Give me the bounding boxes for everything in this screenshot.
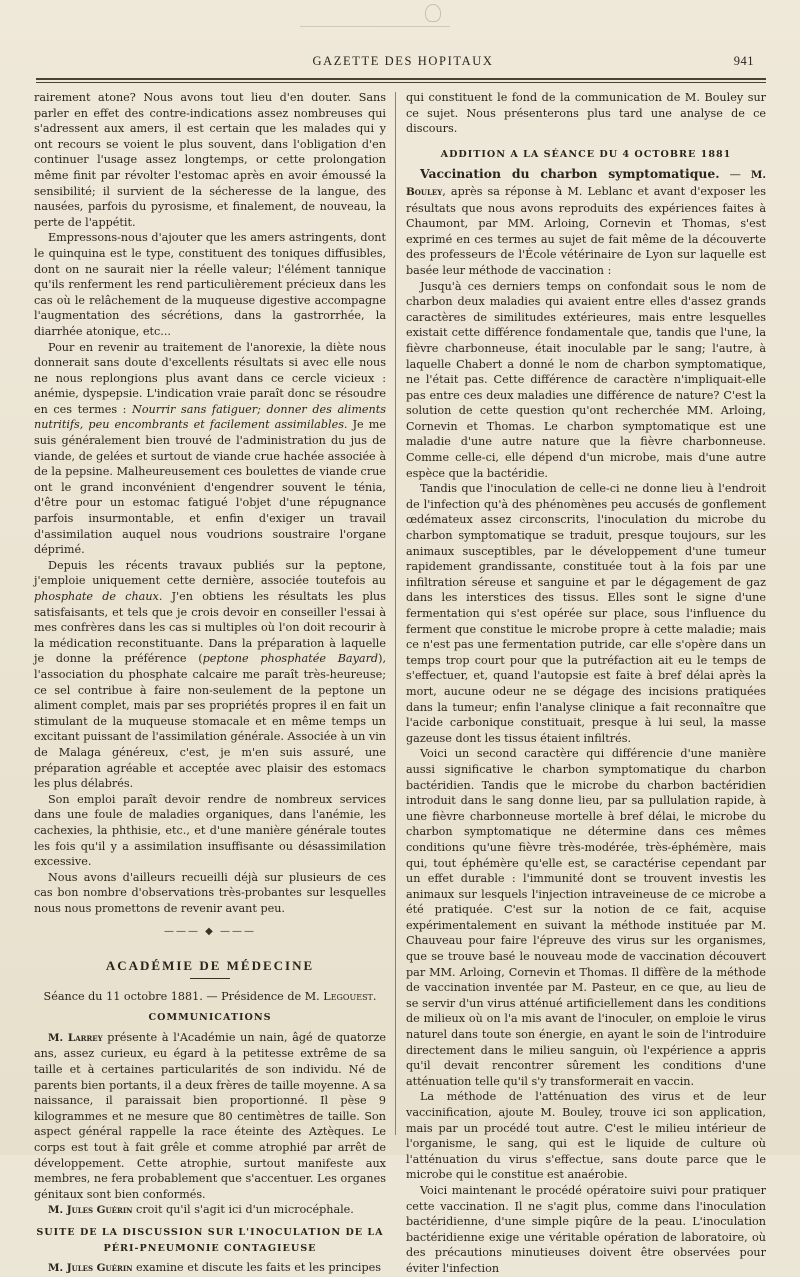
paragraph: qui constituent le fond de la communication de M. Bouley sur ce sujet. Nous présenterons plus tard une analyse de ce discours. bbox=[406, 91, 766, 136]
paragraph: Nous avons d'ailleurs recueilli déjà sur plusieurs de ces cas bon nombre d'observations très-probantes sur lesquelles nous nous promettons de revenir avant peu. bbox=[34, 870, 386, 915]
italic-run: peptone phosphatée Bayard bbox=[202, 652, 379, 666]
paragraph bbox=[406, 166, 766, 278]
journal-title: GAZETTE DES HOPITAUX bbox=[312, 54, 494, 68]
text-run: , après sa réponse à M. Leblanc et avant d'exposer les résultats que nous avons reproduits des expériences faites à Chaumont, par MM. Arloing, Cornevin et Thomas, s'est exprimé en ces termes au sujet de fait même de la découverte des professeurs de l'École vétérinaire de Lyon sur laquelle est basée leur méthode de vaccination : bbox=[406, 184, 766, 277]
article-heading: Vaccination du charbon symptomatique. bbox=[420, 166, 720, 182]
text-run: examine et discute les faits et les principes bbox=[132, 1261, 382, 1275]
text-run: Depuis les récents travaux publiés sur la peptone, j'emploie uniquement cette dernière, associée toutefois au bbox=[34, 558, 386, 588]
left-column bbox=[34, 90, 387, 1275]
italic-run: phosphate de chaux bbox=[34, 590, 159, 603]
text-run: ), l'association du phosphate calcaire me paraît très-heureuse; ce sel contribue à faire non-seulement de la peptone un aliment complet, mais par ses propriétés propres il en fait un stimulant de la muqueuse stomacale et en même temps un excitant puissant de l'assimilation générale. Associée à un vin de Malaga généreux, c'est, je m'en suis assuré, une préparation agréable et acceptée avec plaisir des estomacs les plus délabrés. bbox=[34, 652, 387, 791]
text-run: . J'en obtiens les résultats les plus satisfaisants, et tels que je crois devoir en conseiller l'essai à mes confrères dans les cas si multiples où l'on doit recourir à la médication reconstituante. Dans la préparation à laquelle je donne la préférence ( bbox=[34, 590, 387, 666]
paragraph: Jusqu'à ces derniers temps on confondait sous le nom de charbon deux maladies qui avaient entre elles d'assez grands caractères de similitudes extérieures, mais entre lesquelles existait cette différence fondamentale que, tandis que l'une, la fièvre charbonneuse, était inoculable par le sang; l'autre, à laquelle Chabert a donné le nom de charbon symptomatique, ne l'était pas. Cette différence de caractère n'impliquait-elle pas entre ces deux maladies une différence de nature? C'est la solution de cette question qu'ont recherchée MM. Arloing, Cornevin et Thomas. Le charbon symptomatique est une maladie d'une autre nature que la fièvre charbonneuse. Comme celle-ci, elle dépend d'un microbe, mais d'une autre espèce que la bactéridie. bbox=[406, 279, 766, 480]
paragraph bbox=[34, 1202, 386, 1219]
text-run: croit qu'il s'agit ici d'un microcéphale. bbox=[132, 1203, 354, 1217]
subsection-title: ADDITION A LA SÉANCE DU 4 OCTOBRE 1881 bbox=[440, 148, 732, 160]
paragraph: Voici un second caractère qui différencie d'une manière aussi significative le charbon symptomatique du charbon bactéridien. Tandis que le microbe du charbon bactéridien introduit dans le sang donne lieu, par sa pullulation rapide, à une fièvre charbonneuse mortelle à bref délai, le microbe du charbon symptomatique ne détermine dans ces mêmes conditions qu'une fièvre très-modérée, très-éphémère, mais qui, tout éphémère qu'elle est, se caractérise cependant par un effet durable : l'immunité dont se trouvent investis les animaux sur lesquels l'injection intraveineuse de ce microbe a été pratiquée. C'est sur la notion de ce fait, acquise expérimentalement en suivant la méthode instituée par M. Chauveau pour faire l'épreuve des virus sur les organismes, que se trouve basé le nouveau mode de vaccination découvert par MM. Arloing, Cornevin et Thomas. Il diffère de la méthode de vaccination inventée par M. Pasteur, en ce que, au lieu de se servir d'un virus atténué artificiellement dans les conditions de milieux où on l'a mis avant de l'inoculer, on emploie le virus naturel dans toute son énergie, en ayant le soin de l'introduire directement dans le milieu sanguin, où l'expérience a appris qu'il devait rencontrer sûrement les conditions d'une atténuation telle qu'il s'y transformerait en vaccin. bbox=[406, 747, 766, 1088]
paragraph: rairement atone? Nous avons tout lieu d'en douter. Sans parler en effet des contre-indications assez nombreuses qui s'adressent aux amers, il est certain que les malades qui y ont recours se voient le plus souvent, dans l'obligation d'en continuer l'usage assez longtemps, or cette prolongation même finit par révolter l'estomac après en avoir émoussé la sensibilité; il survient de la sécheresse de la langue, des nausées, parfois du pyrosisme, et finalement, de nouveau, la perte de l'appétit. bbox=[34, 91, 386, 229]
paragraph: Son emploi paraît devoir rendre de nombreux services dans une foule de maladies organiques, dans l'anémie, les cachexies, la phthisie, etc., et d'une manière générale toutes les fois qu'il y a assimilation insuffisante ou désassimilation excessive. bbox=[34, 792, 386, 869]
paragraph bbox=[34, 558, 386, 792]
page-number: 941 bbox=[733, 54, 754, 68]
italic-run: Nourrir sans fatiguer; donner des aliments nutritifs, peu encombrants et facilement assimilables. bbox=[34, 402, 386, 432]
right-column bbox=[406, 90, 766, 1275]
paragraph: Voici maintenant le procédé opératoire suivi pour pratiquer cette vaccination. Il ne s'agit plus, comme dans l'inoculation bactéridienne, d'une simple piqûre de la peau. L'inoculation bactéridienne exige une véritable opération de laboratoire, où des précautions minutieuses doivent être observées pour éviter l'infection bbox=[406, 1183, 766, 1275]
text-run: . bbox=[372, 989, 377, 1003]
speaker-name: M. Jules Guérin bbox=[48, 1204, 133, 1217]
text-run: présente à l'Académie un nain, âgé de quatorze ans, assez curieux, eu égard à la petitesse extrême de sa taille et à certaines particularités de son individu. Né de parents bien portants, il a deux frères de taille moyenne. A sa naissance, il paraissait bien proportionné. Il pèse 9 kilogrammes et ne mesure que 80 centimètres de taille. Son aspect général rappelle la race éteinte des Aztèques. Le corps est tout à fait grêle et comme atrophié par arrêt de développement. Cette atrophie, surtout manifeste aux membres, ne fera probablement que s'accentuer. Les organes génitaux sont bien conformés. bbox=[34, 1030, 386, 1201]
library-stamp-mark bbox=[300, 0, 450, 27]
text-run: Séance du 11 octobre 1881. — Présidence de M. bbox=[43, 989, 324, 1003]
speaker-name: M. Jules Guérin bbox=[48, 1262, 133, 1275]
speaker-name: M. Bouley bbox=[406, 169, 766, 198]
paragraph: Empressons-nous d'ajouter que les amers astringents, dont le quinquina est le type, constituent des toniques diffusibles, dont on ne saurait nier la réelle valeur; l'élément tannique qu'ils renferment les rend particulièrement précieux dans les cas où le relâchement de la muqueuse digestive accompagne l'augmentation des sécrétions, dans la gastrorrhée, la diarrhée atonique, etc... bbox=[34, 231, 386, 338]
paragraph bbox=[34, 1260, 386, 1277]
header-rule-thin bbox=[36, 82, 766, 83]
session-line bbox=[34, 989, 386, 1005]
running-header bbox=[36, 54, 770, 72]
short-rule bbox=[190, 978, 230, 979]
column-divider bbox=[395, 92, 396, 1135]
paragraph: Tandis que l'inoculation de celle-ci ne donne lieu à l'endroit de l'infection qu'à des phénomènes peu accusés de gonflement œdémateux assez circonscrits, l'inoculation du microbe du charbon symptomatique se traduit, presque toujours, sur les animaux susceptibles, par le développement d'une tumeur rapidement grandissante, constituée tout à la fois par une infiltration séreuse et sanguine et par le dégagement de gaz dans les interstices des tissus. Elles sont le signe d'une fermentation qui s'est opérée sur place, sous l'influence du ferment que constitue le microbe propre à cette maladie; mais ce n'est pas une fermentation putride, car elle s'opère dans un temps trop court pour que la putréfaction ait eu le temps de s'effectuer, et, quand l'autopsie est faite à bref délai après la mort, aucune odeur ne se dégage des incisions pratiquées dans la tumeur; enfin l'analyse clinique a fait reconnaître que l'acide carbonique constituait, presque à lui seul, la masse gazeuse dont les tissus étaient infiltrés. bbox=[406, 482, 766, 745]
subsection-title: SUITE DE LA DISCUSSION SUR L'INOCULATION DE LA PÉRI-PNEUMONIE CONTAGIEUSE bbox=[36, 1226, 384, 1254]
paragraph bbox=[34, 1030, 386, 1203]
text-run: Pour en revenir au traitement de l'anorexie, la diète nous donnerait sans doute d'excellents résultats si avec elle nous ne nous replongions plus avant dans ce cercle vicieux : anémie, dyspepsie. L'indication vraie paraît donc se résoudre en ces termes : bbox=[34, 340, 386, 416]
header-rule bbox=[36, 78, 766, 80]
section-title: ACADÉMIE DE MÉDECINE bbox=[105, 958, 315, 974]
paragraph bbox=[34, 340, 386, 558]
paragraph: La méthode de l'atténuation des virus et de leur vaccinification, ajoute M. Bouley, trouve ici son application, mais par un procédé tout autre. C'est le milieu intérieur de l'organisme, le sang, qui est le liquide de culture où l'atténuation du virus s'effectue, sans doute parce que le microbe qui le constitue est anaérobie. bbox=[406, 1090, 766, 1182]
speaker-name: M. Larrey bbox=[48, 1031, 103, 1044]
subsection-title: COMMUNICATIONS bbox=[148, 1012, 272, 1024]
text-run: — bbox=[719, 168, 751, 182]
president-name: Legouest bbox=[323, 989, 373, 1003]
text-run: Je me suis généralement bien trouvé de l'administration du jus de viande, de gelées et surtout de viande crue hachée associée à de la pepsine. Malheureusement ces boulettes de viande crue ont le grand inconvénient d'engendrer souvent le ténia, d'être pour un estomac fatigué l'objet d'une répugnance parfois insurmontable, et enfin d'exiger un travail d'assimilation auquel nous voudrions soustraire l'organe déprimé. bbox=[34, 418, 386, 557]
ornament-divider: ——— ◆ ——— bbox=[163, 926, 257, 938]
